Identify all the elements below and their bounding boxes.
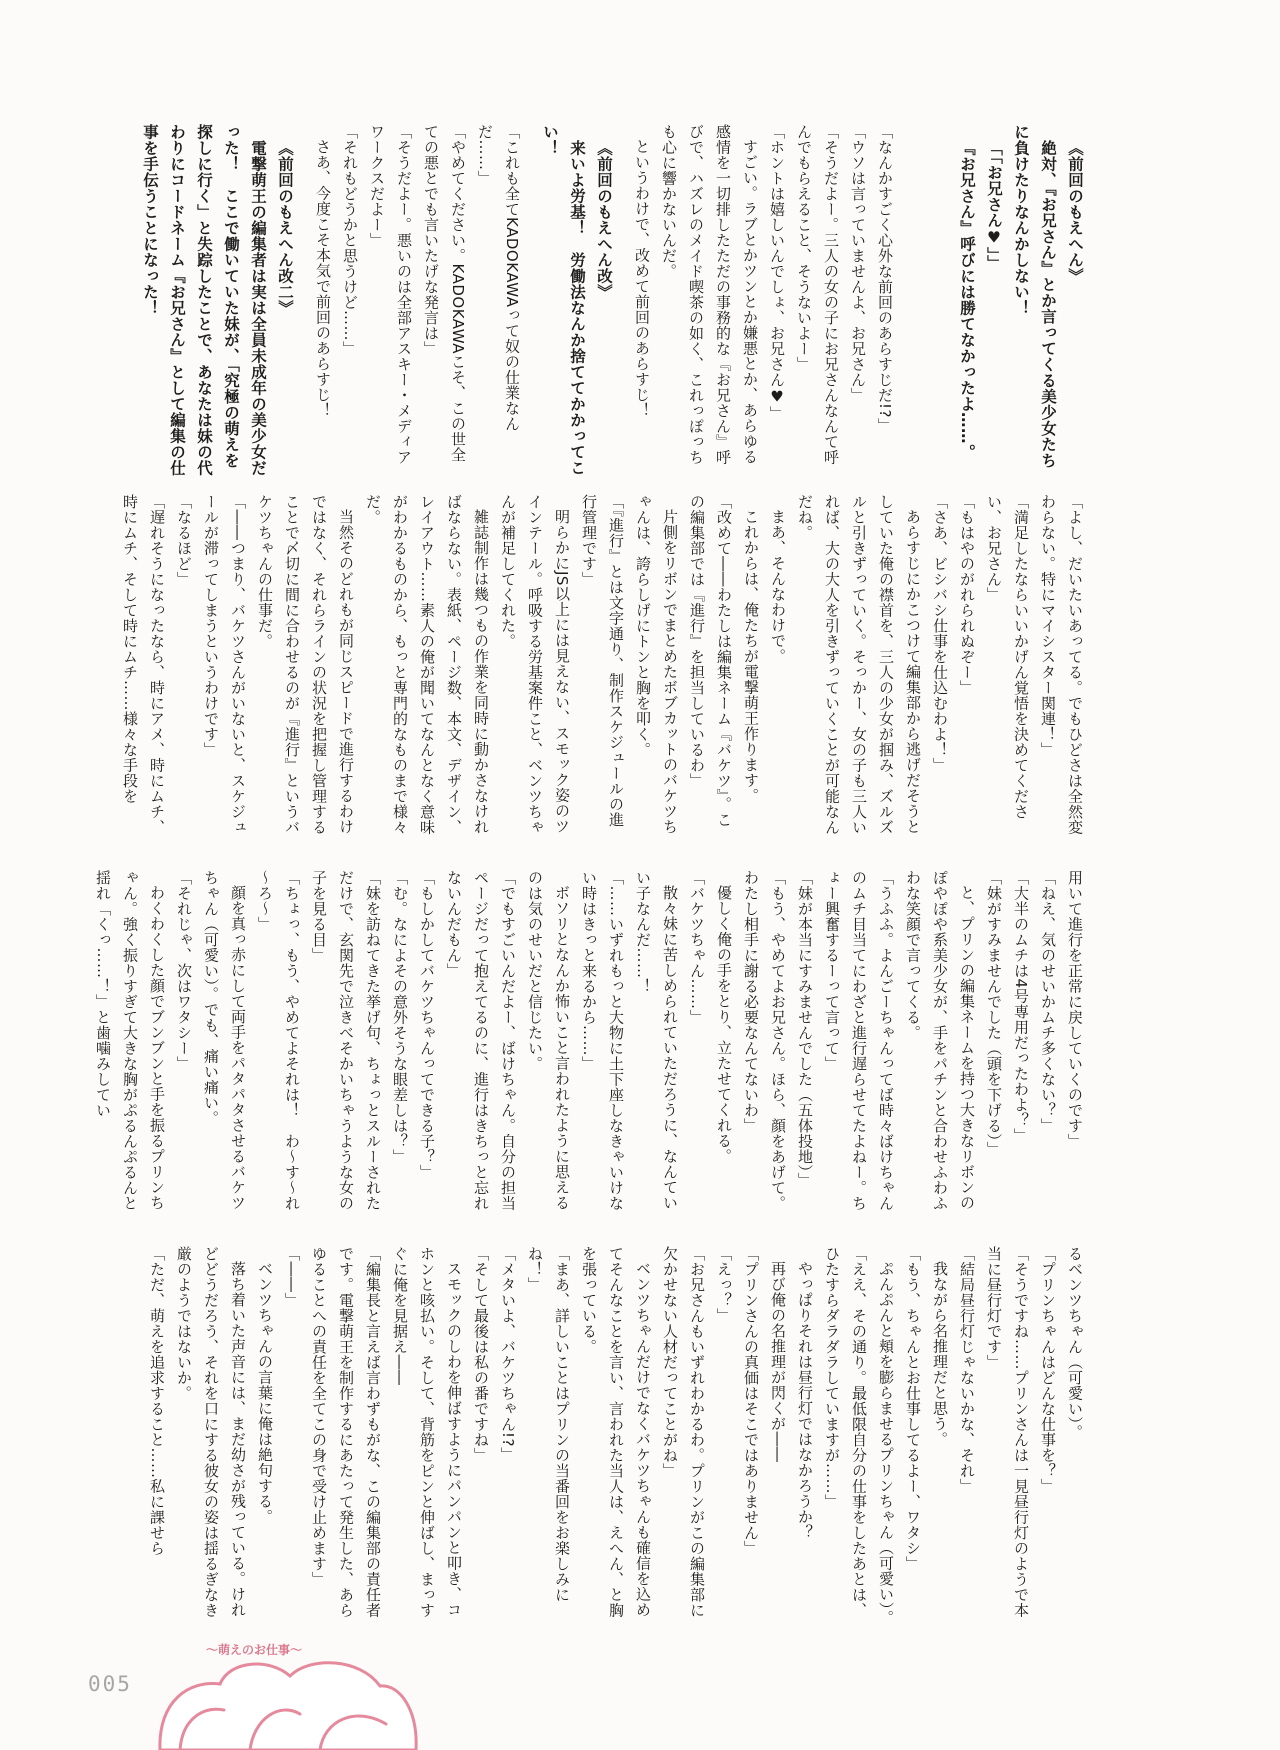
- paragraph: 「改めて――わたしは編集ネーム『バケツ』。この編集部では『進行』を担当しているわ」: [688, 494, 733, 828]
- paragraph: というわけで、改めて前回のあらすじ！: [633, 139, 651, 418]
- body-text-column-3: [94, 870, 1088, 1218]
- paragraph: 「なるほど」: [175, 494, 193, 587]
- paragraph: 来いよ労基！ 労働法なんか捨ててかかってこい！: [541, 124, 586, 476]
- paragraph: 「そうだよー。三人の女の子にお兄さんなんて呼んでもらえること、そうないよー」: [795, 124, 840, 465]
- page-number: 005: [88, 1672, 132, 1696]
- paragraph: 「『進行』とは文字通り、制作スケジュールの進行管理です」: [580, 494, 625, 828]
- paragraph: 「結局昼行灯じゃないかな、それ」: [958, 1246, 976, 1494]
- paragraph: あらすじにかこつけて編集部から逃げだそうとしていた俺の襟首を、三人の少女が掴み、ズルズルと引きずっていく。そっかー、女の子も三人いれば、大の大人を引きずっていくことが可能なんだね。: [796, 494, 922, 835]
- paragraph: 再び俺の名推理が閃くが――: [769, 1261, 787, 1463]
- paragraph: ぷんぷんと頬を膨らませるプリンちゃん（可愛い）。: [877, 1261, 895, 1626]
- body-text-column-2: [114, 494, 1088, 842]
- paragraph: 「えっ？」: [715, 1246, 733, 1324]
- paragraph: 「そうだよー。悪いのは全部アスキー・メディアワークスだよー」: [368, 124, 413, 465]
- paragraph: 「もしかしてバケツちゃんってできる子？」: [418, 870, 436, 1180]
- paragraph: 片側をリボンでまとめたボブカットのバケツちゃんは、誇らしげにトンと胸を叩く。: [634, 494, 679, 835]
- paragraph: 「ちょっ、もう、やめてよそれは！ わ～す～れ～ろ～」: [256, 870, 301, 1211]
- paragraph: 「大半のムチは4号専用だったわよ？」: [1012, 870, 1030, 1144]
- paragraph: 「ウソは言っていませんよ、お兄さん」: [849, 124, 867, 403]
- paragraph: まあ、そんなわけで。: [769, 509, 787, 664]
- paragraph: 「メタいよ、バケツちゃん!?」: [499, 1246, 517, 1463]
- paragraph: 「お兄さんもいずれわかるわ。プリンがこの編集部に欠かせない人材だってことがね」: [661, 1246, 706, 1618]
- paragraph: 我ながら名推理だと思う。: [931, 1261, 949, 1447]
- paragraph: これからは、俺たちが電撃萌王作ります。: [742, 509, 760, 804]
- paragraph: 「……いずれもっと大物に土下座しなきゃいけない時はきっと来るから……」: [580, 870, 625, 1211]
- paragraph: 「妹を訪ねてきた挙げ句、ちょっとスルーされただけで、玄関先で泣きべそかいちゃうような女の子を見る目」: [310, 870, 382, 1211]
- paragraph: 《前回のもえへん》: [1066, 139, 1084, 284]
- paragraph: 《前回のもえへん改》: [595, 139, 613, 300]
- paragraph: 「「お兄さん♥」」: [985, 139, 1003, 271]
- paragraph: 「そうですね……プリンさんは一見昼行灯のようで本当に昼行灯です」: [985, 1246, 1030, 1618]
- paragraph: 《前回のもえへん改二》: [276, 139, 294, 316]
- logo-subtitle: ～萌えのお仕事～: [206, 1643, 303, 1657]
- paragraph: 「もう、やめてよお兄さん。ほら、顔をあげて。わたし相手に謝る必要なんてないわ」: [742, 870, 787, 1211]
- paragraph: 「やめてください。KADOKAWAこそ、この世全ての悪とでも言いたげな発言は」: [422, 124, 467, 463]
- paragraph: 用いて進行を正常に戻していくのです」: [1066, 870, 1084, 1149]
- paragraph: 散々妹に苦しめられていただろうに、なんていい子なんだ……！: [634, 870, 679, 1211]
- paragraph: 電撃萌王の編集者は実は全員未成年の美少女だった！ ここで働いていた妹が、「究極の萌えを探しに行く」と失踪したことで、あなたは妹の代わりにコードネーム『お兄さん』として編集の仕事を手伝うことになった！: [141, 124, 267, 476]
- paragraph: 「これも全てKADOKAWAって奴の仕業なんだ……」: [476, 124, 521, 432]
- paragraph: ベンツちゃんだけでなくバケツちゃんも確信を込めてそんなことを言い、言われた当人は、えへん、と胸を張っている。: [580, 1246, 652, 1618]
- paragraph: ベンツちゃんの言葉に俺は絶句する。: [256, 1261, 274, 1525]
- paragraph: 「よし、だいたいあってる。でもひどさは全然変わらない。特にマイシスター関連！」: [1039, 494, 1084, 835]
- paragraph: 「編集長と言えば言わずもがな、この編集部の責任者です。電撃萌王を制作するにあたって発生した、あらゆることへの責任を全てこの身で受け止めます」: [310, 1246, 382, 1618]
- paragraph: 「もはやのがれられぬぞー」: [958, 494, 976, 696]
- paragraph: 落ち着いた声音には、まだ幼さが残っている。けれどどうだろう、それを口にする彼女の姿は揺るぎなき厳のようではないか。: [175, 1246, 247, 1618]
- paragraph: 「――つまり、バケツさんがいないと、スケジュールが滞ってしまうというわけです」: [202, 494, 247, 835]
- summary-dialogue-block: [114, 124, 898, 476]
- paragraph: 「そして最後は私の番ですね」: [472, 1246, 490, 1463]
- paragraph: 「妹がすみませんでした（頭を下げる）」: [985, 870, 1003, 1157]
- paragraph: 「ただ、萌えを追求すること……私に課せら: [148, 1246, 166, 1556]
- paragraph: 「プリンちゃんはどんな仕事を？」: [1039, 1246, 1057, 1494]
- paragraph: 「それじゃ、次はワタシー」: [175, 870, 193, 1072]
- paragraph: 『お兄さん』呼びには勝てなかったよ……。: [958, 139, 976, 460]
- paragraph: 明らかにJS以上には見えない、スモック姿のツインテール。呼吸する労基案件こと、ベンツちゃんが補足してくれた。: [499, 494, 571, 835]
- paragraph: 「うふふ。よんごーちゃんってば時々ばけちゃんのムチ目当てにわざと進行遅らせてたよねー。ちょー興奮するーって言って」: [823, 870, 895, 1211]
- paragraph: 「プリンさんの真価はそこではありません」: [742, 1246, 760, 1556]
- paragraph: 「なんかすごく心外な前回のあらすじだ!?」: [876, 124, 894, 434]
- paragraph: スモックのしわを伸ばすようにパンパンと叩き、コホンと咳払い。そして、背筋をピンと伸ばし、まっすぐに俺を見据え――: [391, 1246, 463, 1618]
- paragraph: さあ、今度こそ本気で前回のあらすじ！: [314, 139, 332, 418]
- paragraph: 優しく俺の手をとり、立たせてくれる。: [715, 885, 733, 1164]
- previous-summary-block: [900, 124, 1088, 476]
- paragraph: 「もう、ちゃんとお仕事してるよー、ワタシ」: [904, 1246, 922, 1572]
- paragraph: 当然そのどれもが同じスピードで進行するわけではなく、それらラインの状況を把握し管理することで〆切に間に合わせるのが『進行』というバケツちゃんの仕事だ。: [256, 494, 355, 835]
- paragraph: 「バケツちゃん……」: [688, 870, 706, 1025]
- paragraph: 「さあ、ビシバシ仕事を仕込むわよ！」: [931, 494, 949, 773]
- paragraph: 絶対、『お兄さん』とか言ってくる美少女たちに負けたりなんかしない！: [1012, 124, 1057, 468]
- paragraph: 「遅れそうになったなら、時にアメ、時にムチ、時にムチ、そして時にムチ……様々な手段を: [121, 494, 166, 835]
- paragraph: 「まあ、詳しいことはプリンの当番回をお楽しみにね！」: [526, 1246, 571, 1603]
- paragraph: 「ねえ、気のせいかムチ多くない？」: [1039, 870, 1057, 1134]
- paragraph: 「――」: [283, 1246, 301, 1308]
- paragraph: ボソリとなんか怖いこと言われたように思えるのは気のせいだと信じたい。: [526, 870, 571, 1211]
- paragraph: と、プリンの編集ネームを持つ大きなリボンのぽやぽや系美少女が、手をパチンと合わせふわふわな笑顔で言ってくる。: [904, 870, 976, 1211]
- paragraph: るベンツちゃん（可愛い）。: [1066, 1246, 1084, 1440]
- paragraph: わくわくした顔でブンブンと手を振るプリンちゃん。強く振りすぎて大きな胸がぷるんぷるんと揺れ「くっ……！」と歯噛みしてい: [94, 870, 166, 1211]
- paragraph: 「でもすごいんだよー、ばけちゃん。自分の担当ページだって抱えてるのに、進行はきちっと忘れないんだもん」: [445, 870, 517, 1211]
- paragraph: やっぱりそれは昼行灯ではなかろうか？: [796, 1261, 814, 1540]
- body-text-column-4: [114, 1246, 1088, 1626]
- paragraph: すごい。ラブとかツンとか嫌悪とか、あらゆる感情を一切排したただの事務的な『お兄さん』呼びで、ハズレのメイド喫茶の如く、これっぽっちも心に響かないんだ。: [660, 124, 759, 465]
- paragraph: 「む。なによその意外そうな眼差しは？」: [391, 870, 409, 1165]
- paragraph: 「それもどうかと思うけど……」: [341, 124, 359, 357]
- paragraph: 「ええ、その通り。最低限自分の仕事をしたあとは、ひたすらダラダラしていますが……」: [823, 1246, 868, 1618]
- paragraph: 顔を真っ赤にして両手をパタパタさせるバケツちゃん（可愛い）。でも、痛い痛い。: [202, 870, 247, 1211]
- paragraph: 雑誌制作は幾つもの作業を同時に動かさなければならない。表紙、ページ数、本文、デザイン、レイアウト……素人の俺が聞いてなんとなく意味がわかるものから、もっと専門的なものまで様々だ。: [364, 494, 490, 835]
- paragraph: 「ホントは嬉しいんでしょ、お兄さん♥」: [768, 124, 786, 422]
- paragraph: 「満足したならいいかげん覚悟を決めてください、お兄さん」: [985, 494, 1030, 820]
- paragraph: 「妹が本当にすみませんでした（五体投地）」: [796, 870, 814, 1188]
